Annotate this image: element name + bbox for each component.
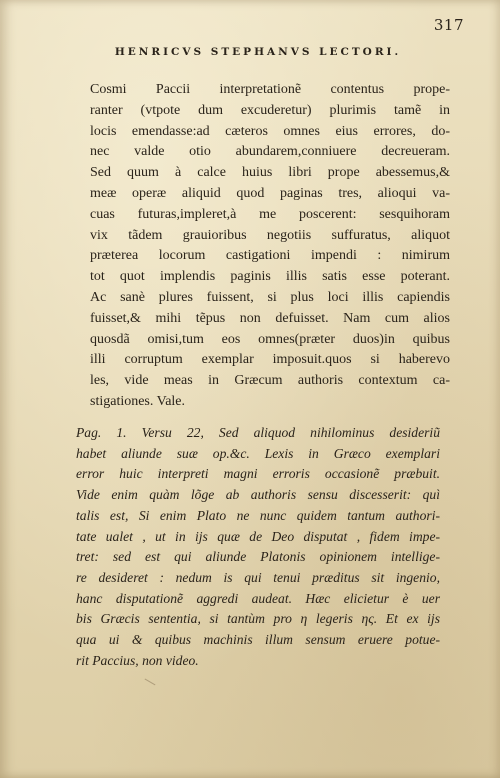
note-line: qua ui & quibus machinis illum sensum eruere potue- bbox=[76, 632, 440, 648]
preface-line: stigationes. Vale. bbox=[90, 393, 186, 409]
preface-line: Sed quum à calce huius libri prope abessemus,& bbox=[90, 165, 450, 181]
note-line: error huic interpreti magni erroris occasionẽ præbuit. bbox=[76, 466, 440, 482]
preface-line: vix tãdem grauioribus negotiis suffuratus, aliquot bbox=[90, 227, 450, 243]
preface-line: illi corruptum exemplar imposuit.quos si haberevo bbox=[90, 352, 450, 368]
preface-line: cuas futuras,impleret,à me poscerent: sesquihoram bbox=[90, 206, 450, 222]
note-line: tate ualet , ut in ijs quæ de Deo disputat , fidem impe- bbox=[76, 528, 440, 544]
note-line: talis est, Si enim Plato ne nunc quidem tantum authori- bbox=[76, 507, 440, 523]
note-line: rit Paccius, non video. bbox=[76, 652, 199, 668]
running-head: HENRICVS STEPHANVS LECTORI. bbox=[114, 46, 402, 58]
preface-line: tot quot implendis paginis illis satis esse poterant. bbox=[90, 269, 450, 285]
margin-mark bbox=[145, 672, 160, 686]
preface-line: locis emendasse:ad cæteros omnes eius errores, do- bbox=[90, 123, 450, 139]
preface-line: les, vide meas in Græcum authoris contextum ca- bbox=[90, 373, 450, 389]
preface-line: fuisset,& mihi tẽpus non defuisset. Nam cum alios bbox=[90, 310, 450, 326]
preface-line: quosdã omisi,tum eos omnes(præter duos)in quibus bbox=[90, 331, 450, 347]
page-number: 317 bbox=[433, 16, 464, 34]
note-line: Pag. 1. Versu 22, Sed aliquod nihilominus desideriũ bbox=[76, 425, 440, 440]
preface-line: Cosmi Paccii interpretationẽ contentus prope- bbox=[90, 82, 450, 97]
note-line: re desideret : nedum is qui tenui præditus sit ingenio, bbox=[76, 569, 440, 585]
preface-line: ranter (vtpote dum excuderetur) plurimis tamẽ in bbox=[90, 102, 450, 118]
preface-paragraph bbox=[90, 80, 450, 413]
note-line: hanc disputationẽ aggredi audeat. Hæc elicietur è uer bbox=[76, 590, 440, 606]
note-line: Vide enim quàm lõge ab authoris sensu discesserit: quì bbox=[76, 487, 440, 503]
note-line: tret: sed est qui aliunde Platonis opinionem intellige- bbox=[76, 549, 440, 565]
preface-line: meæ operæ aliquid quod paginas tres, alioqui va- bbox=[90, 185, 450, 201]
note-line: bis Græcis sententia, si tantùm pro η legeris ης. Et ex ijs bbox=[76, 611, 440, 627]
note-line: habet aliunde suæ op.&c. Lexis in Græco exemplari bbox=[76, 445, 440, 461]
preface-line: nec valde otio abundarem,conniuere decreueram. bbox=[90, 144, 450, 160]
preface-line: præterea locorum castigationi impendi : nimirum bbox=[90, 248, 450, 264]
emendation-notes bbox=[76, 423, 440, 671]
preface-line: Ac sanè plures fuissent, si plus loci illis capiendis bbox=[90, 289, 450, 305]
